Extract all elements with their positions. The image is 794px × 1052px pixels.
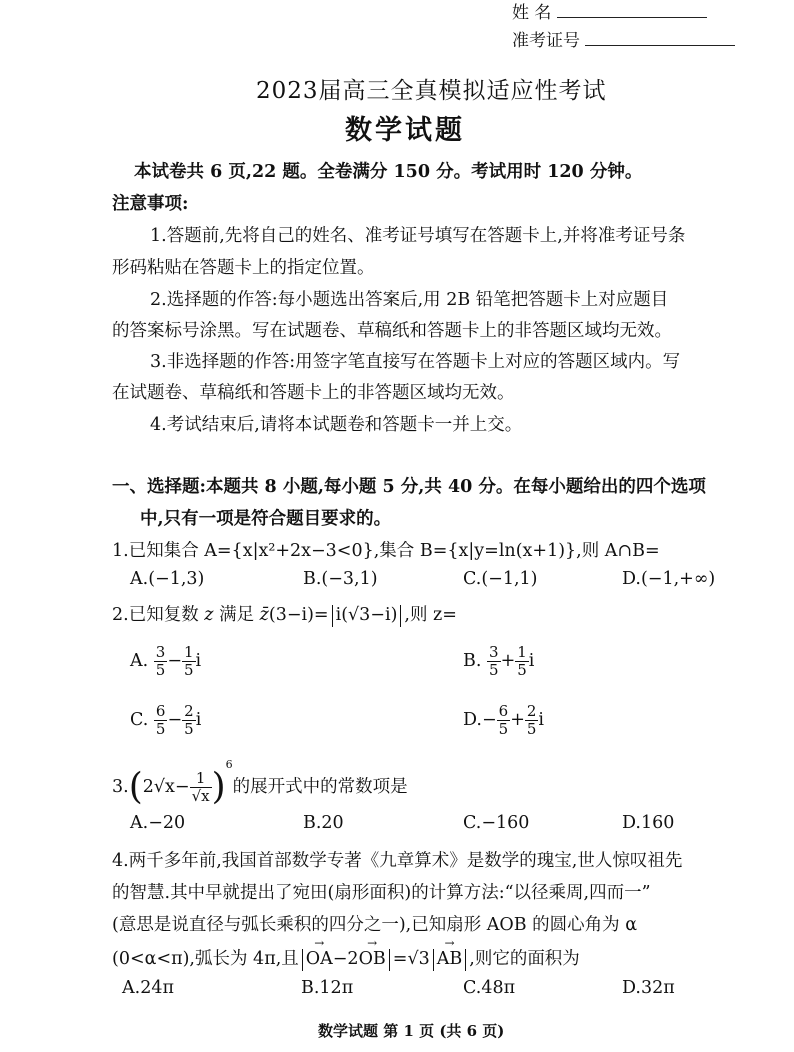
question-1-option-d: D.(−1,+∞) bbox=[622, 569, 716, 589]
note-1-line-2: 形码粘贴在答题卡上的指定位置。 bbox=[112, 258, 375, 278]
exam-id-label: 准考证号 bbox=[512, 31, 580, 51]
question-4-line-3: (意思是说直径与弧长乘积的四分之一),已知扇形 AOB 的圆心角为 α bbox=[112, 915, 638, 935]
abs-bar bbox=[465, 949, 466, 971]
note-1-line-1: 1.答题前,先将自己的姓名、准考证号填写在答题卡上,并将准考证号条 bbox=[150, 226, 686, 246]
question-4-option-a: A.24π bbox=[122, 978, 174, 998]
question-3-option-c: C.−160 bbox=[463, 813, 530, 833]
question-4-option-d: D.32π bbox=[622, 978, 675, 998]
exam-id-field bbox=[512, 26, 735, 51]
abs-bar-left bbox=[332, 605, 333, 627]
question-3-option-b: B.20 bbox=[303, 813, 344, 833]
abs-bar bbox=[433, 949, 434, 971]
abs-bar bbox=[389, 949, 390, 971]
question-1-option-a: A.(−1,3) bbox=[130, 569, 205, 589]
paren-right: ) bbox=[211, 766, 226, 808]
name-label: 姓 名 bbox=[512, 3, 552, 23]
note-2-line-2: 的答案标号涂黑。写在试题卷、草稿纸和答题卡上的非答题区域均无效。 bbox=[112, 321, 672, 341]
paren-left: ( bbox=[128, 766, 143, 808]
question-3-option-d: D.160 bbox=[622, 813, 675, 833]
question-1-option-b: B.(−3,1) bbox=[303, 569, 378, 589]
note-4: 4.考试结束后,请将本试题卷和答题卡一并上交。 bbox=[150, 415, 523, 435]
question-4-line-2: 的智慧.其中早就提出了宛田(扇形面积)的计算方法:“以径乘周,四而一” bbox=[112, 883, 651, 903]
question-4-line-4: (0<α<π),弧长为 4π,且→ OA−2→ OB =√3→ AB ,则它的面积为 bbox=[112, 945, 580, 971]
abs-bar-right bbox=[400, 605, 401, 627]
note-3-line-2: 在试题卷、草稿纸和答题卡上的非答题区域均无效。 bbox=[112, 383, 515, 403]
subject-title: 数学试题 bbox=[345, 115, 465, 146]
fraction: $\frac{3}{5}$ bbox=[155, 643, 166, 679]
fraction: $\frac{1}{√x}$ bbox=[191, 769, 210, 805]
vector-ob: → OB bbox=[359, 949, 386, 969]
question-3-stem: 3.(2√x− $\frac{1}{√x}$ )$^6$的展开式中的常数项是 bbox=[112, 758, 408, 808]
name-underline bbox=[557, 17, 707, 18]
question-2-stem: 2.已知复数 z 满足 z̄(3−i)= i(√3−i) ,则 z= bbox=[112, 605, 457, 625]
vector-ab: → AB bbox=[437, 949, 463, 969]
question-3-option-a: A.−20 bbox=[130, 813, 186, 833]
name-field bbox=[512, 0, 707, 23]
fraction: $\frac{3}{5}$ bbox=[489, 643, 499, 679]
question-2-option-a: A. $\frac{3}{5}$ − $\frac{1}{5}$ i bbox=[130, 643, 202, 679]
vector-oa: → OA bbox=[306, 949, 333, 969]
note-2-line-1: 2.选择题的作答:每小题选出答案后,用 2B 铅笔把答题卡上对应题目 bbox=[150, 290, 669, 310]
exam-intro: 本试卷共 6 页,22 题。全卷满分 150 分。考试用时 120 分钟。 bbox=[134, 162, 643, 182]
notes-heading: 注意事项: bbox=[112, 194, 189, 214]
page-footer: 数学试题 第 1 页 (共 6 页) bbox=[318, 1022, 505, 1040]
section-1-heading-line-2: 中,只有一项是符合题目要求的。 bbox=[140, 509, 392, 529]
question-4-option-b: B.12π bbox=[301, 978, 354, 998]
exam-id-underline bbox=[585, 45, 735, 46]
note-3-line-1: 3.非选择题的作答:用签字笔直接写在答题卡上对应的答题区域内。写 bbox=[150, 352, 681, 372]
question-2-option-d: D.− $\frac{6}{5}$ + $\frac{2}{5}$ i bbox=[463, 702, 545, 738]
section-1-heading-line-1: 一、选择题:本题共 8 小题,每小题 5 分,共 40 分。在每小题给出的四个选项 bbox=[112, 477, 706, 497]
question-1-stem: 1.已知集合 A={x|x²+2x−3<0},集合 B={x|y=ln(x+1)},则 A∩B= bbox=[112, 541, 660, 561]
question-2-option-b: B. $\frac{3}{5}$ + $\frac{1}{5}$ i bbox=[463, 643, 535, 679]
fraction: $\frac{2}{5}$ bbox=[526, 702, 537, 738]
question-2-option-c: C. $\frac{6}{5}$ − $\frac{2}{5}$ i bbox=[130, 702, 202, 738]
fraction: $\frac{2}{5}$ bbox=[184, 702, 194, 738]
question-4-option-c: C.48π bbox=[463, 978, 516, 998]
question-1-option-c: C.(−1,1) bbox=[463, 569, 538, 589]
exam-title: 2023届高三全真模拟适应性考试 bbox=[256, 78, 607, 104]
fraction: $\frac{6}{5}$ bbox=[155, 702, 166, 738]
fraction: $\frac{6}{5}$ bbox=[498, 702, 509, 738]
fraction: $\frac{1}{5}$ bbox=[517, 643, 527, 679]
fraction: $\frac{1}{5}$ bbox=[184, 643, 194, 679]
abs-bar bbox=[302, 949, 303, 971]
question-4-line-1: 4.两千多年前,我国首部数学专著《九章算术》是数学的瑰宝,世人惊叹祖先 bbox=[112, 851, 683, 871]
